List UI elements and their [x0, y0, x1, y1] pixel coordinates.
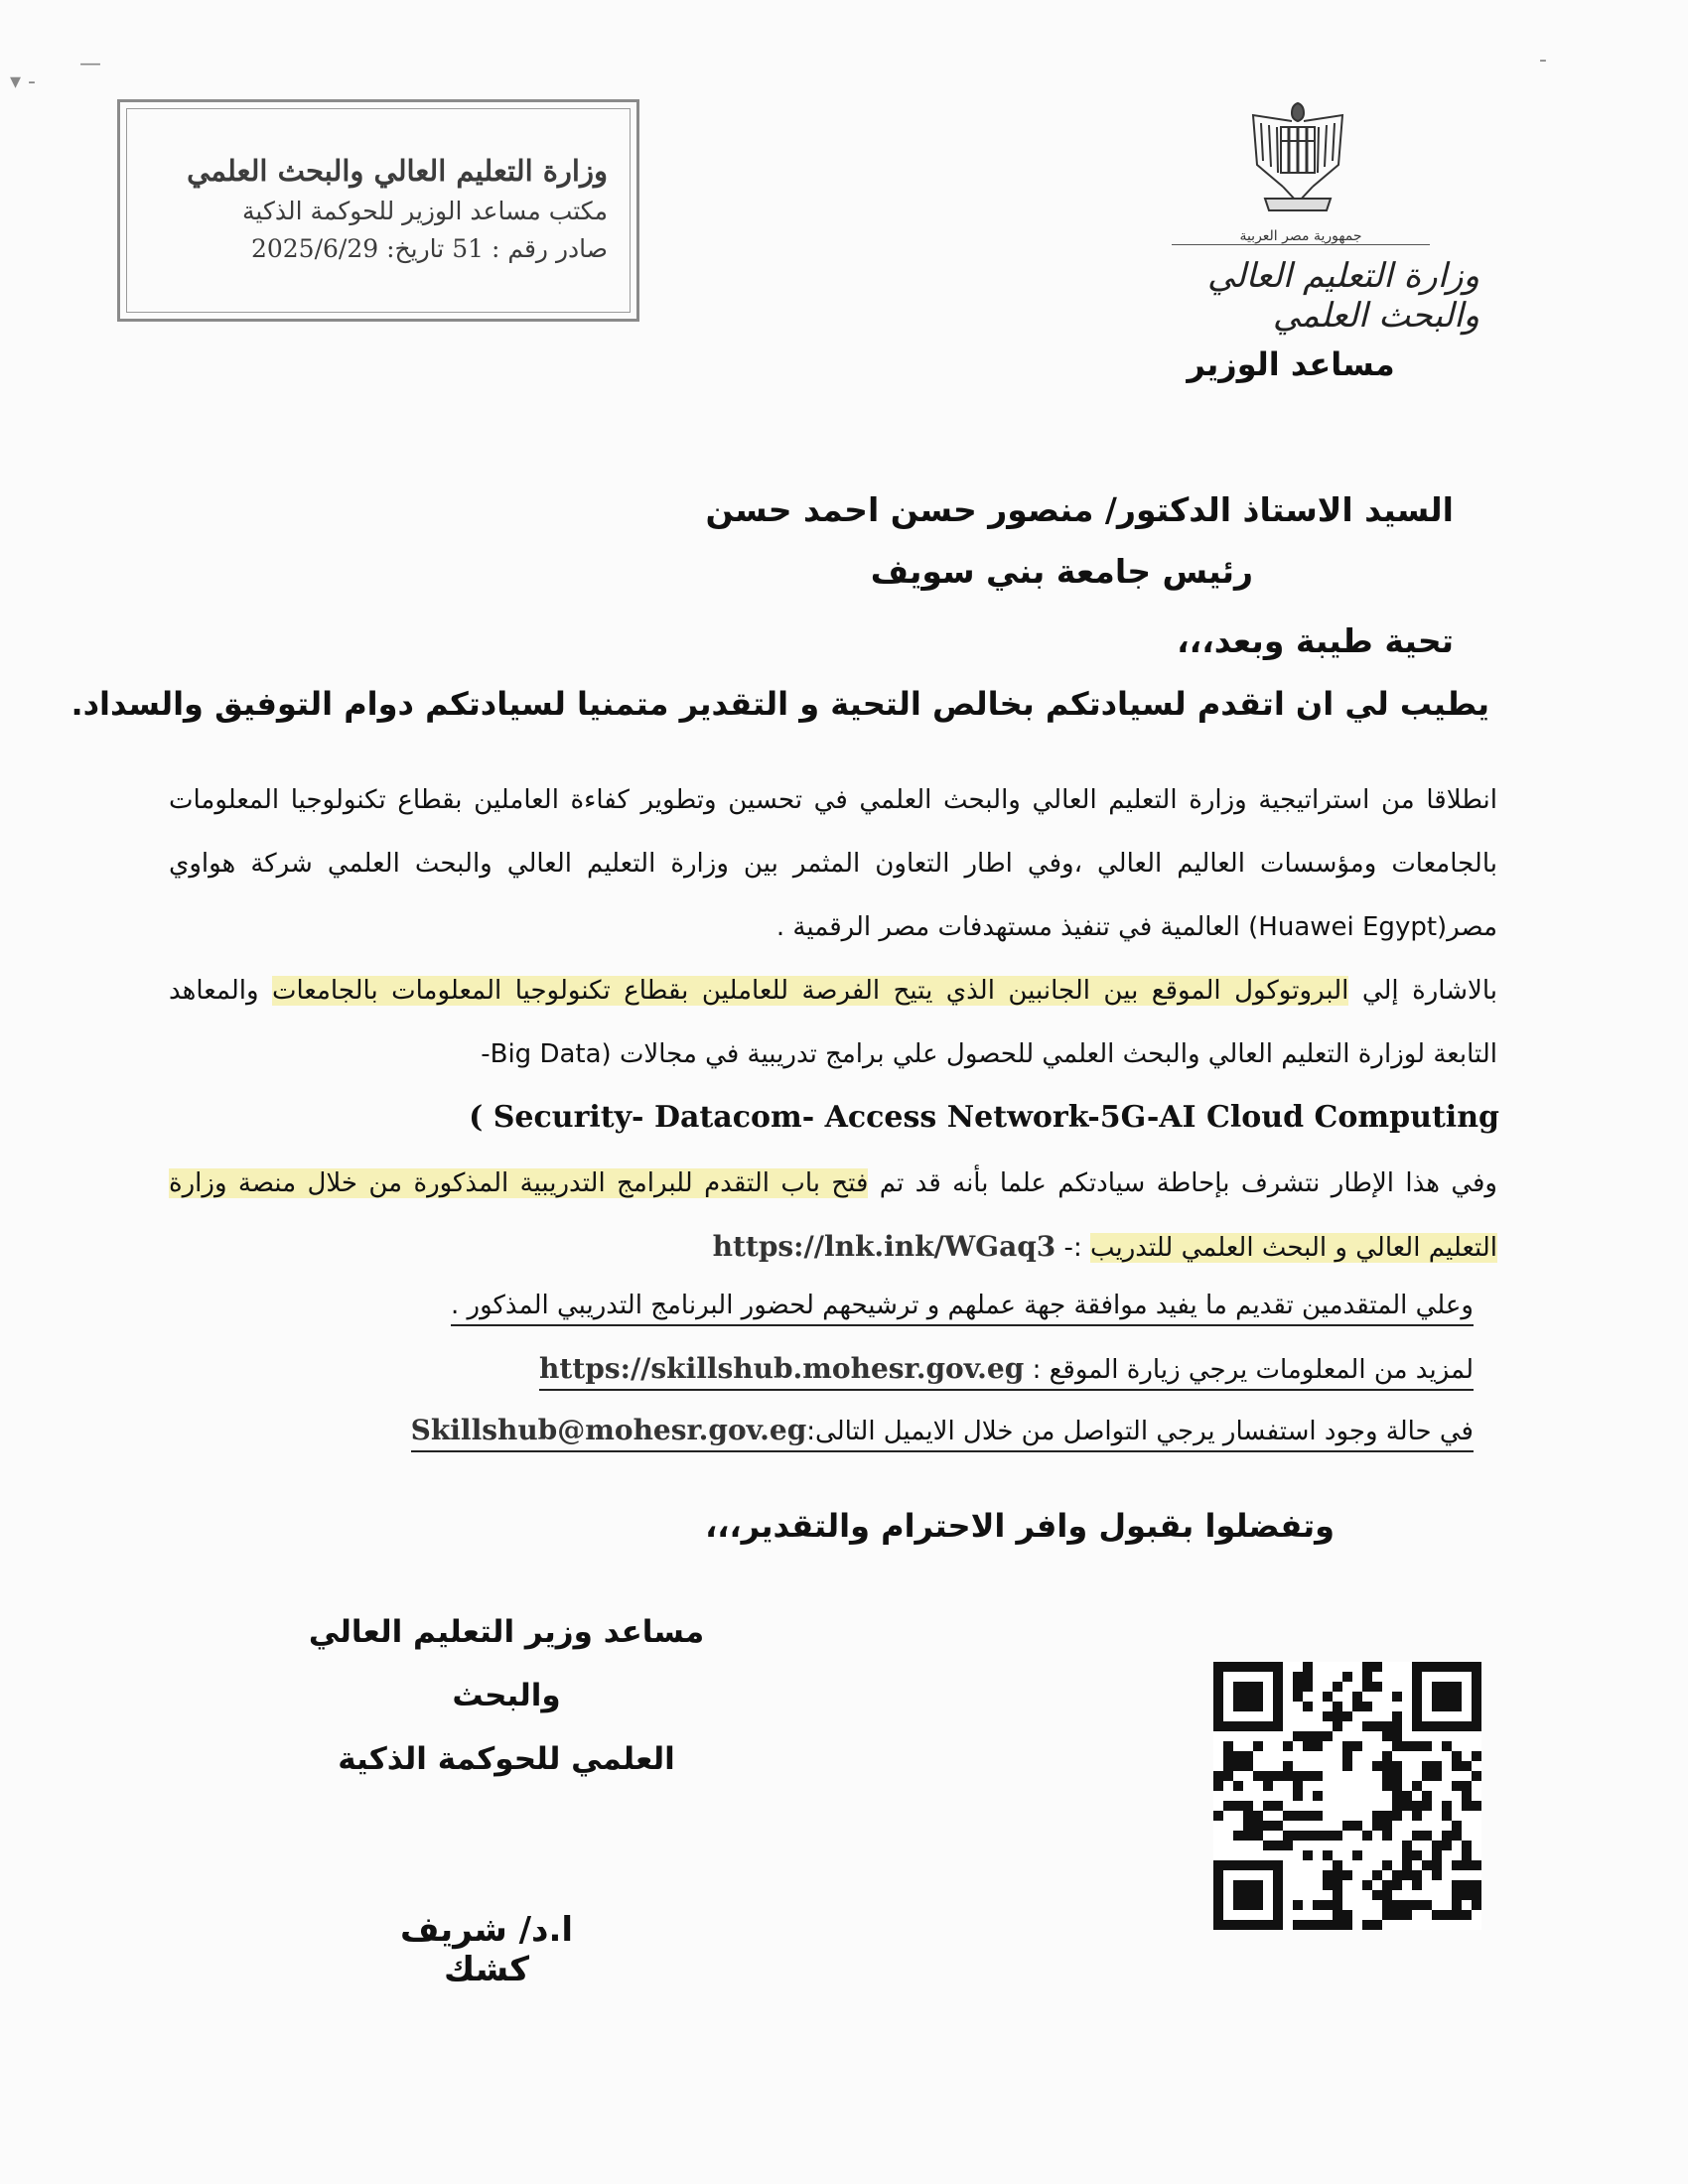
signature-title [258, 1600, 755, 1791]
paragraph-2 [169, 959, 1497, 1086]
republic-caption: جمهورية مصر العربية [1172, 228, 1430, 245]
scan-mark: ▾ - [10, 69, 36, 94]
training-fields-line: ( Security- Datacom- Access Network-5G-AI Cloud Computing [469, 1100, 1499, 1135]
signature-title-line2: العلمي للحوكمة الذكية [338, 1741, 675, 1777]
apply-instruction: وعلي المتقدمين تقديم ما يفيد موافقة جهة عملهم و ترشيحهم لحضور البرنامج التدريبي المذكور . [451, 1291, 1474, 1326]
signature-title-line1: مساعد وزير التعليم العالي والبحث [308, 1614, 705, 1713]
eagle-emblem-icon [1243, 95, 1352, 218]
skillshub-website-link[interactable]: https://skillshub.mohesr.gov.eg [539, 1352, 1025, 1385]
registration-box [117, 99, 639, 322]
training-platform-link[interactable]: https://lnk.ink/WGaq3 [712, 1230, 1056, 1263]
closing-phrase: وتفضلوا بقبول وافر الاحترام والتقدير،،، [705, 1507, 1335, 1545]
registration-ministry: وزارة التعليم العالي والبحث العلمي [187, 154, 608, 188]
scan-mark: - [1539, 48, 1547, 72]
addressee-position: رئيس جامعة بني سويف [870, 552, 1253, 591]
more-info-label: لمزيد من المعلومات يرجي زيارة الموقع : [1032, 1355, 1474, 1385]
paragraph-2-end: والمعاهد التابعة لوزارة التعليم العالي والبحث العلمي للحصول علي برامج تدريبية في مجالات (Big Data- [169, 976, 1497, 1069]
scan-mark: — [79, 52, 101, 76]
ministry-logo-text: وزارة التعليم العالي والبحث العلمي [1206, 256, 1479, 336]
qr-code-icon [1213, 1662, 1481, 1930]
paragraph-2-start: بالاشارة إلي [1348, 976, 1497, 1006]
inquiry-line [411, 1414, 1474, 1452]
paragraph-3-start: وفي هذا الإطار نتشرف بإحاطة سيادتكم علما بأنه قد تم [868, 1168, 1497, 1198]
paragraph-1: انطلاقا من استراتيجية وزارة التعليم العالي والبحث العلمي في تحسين وتطوير كفاءة العاملين بقطاع تكنولوجيا المعلومات بالجامعات ومؤسسات العاليم العالي ،وفي اطار التعاون المثمر بين وزارة التعليم العالي والبحث العلمي شركة هواوي مصر(Huawei Egypt) العالمية في تنفيذ مستهدفات مصر الرقمية . [169, 785, 1497, 942]
registration-office: مكتب مساعد الوزير للحوكمة الذكية [242, 197, 608, 225]
paragraph-2-highlight: البروتوكول الموقع بين الجانبين الذي يتيح الفرصة للعاملين بقطاع تكنولوجيا المعلومات بالجامعات [272, 976, 1349, 1006]
signer-name: ا.د/ شريف كشك [399, 1910, 574, 1989]
intro-sentence: يطيب لي ان اتقدم لسيادتكم بخالص التحية و التقدير متمنيا لسيادتكم دوام التوفيق والسداد. [70, 685, 1489, 723]
paragraph-3-sep: :- [1055, 1233, 1090, 1263]
paragraph-3 [169, 1152, 1497, 1280]
assistant-title: مساعد الوزير [1187, 345, 1395, 383]
registration-issue: صادر رقم : 51 تاريخ: 2025/6/29 [250, 234, 608, 263]
greeting: تحية طيبة وبعد،،، [1177, 621, 1454, 660]
more-info-line [539, 1352, 1474, 1391]
paragraph-3-highlight: فتح باب التقدم للبرامج التدريبية المذكورة من خلال منصة وزارة التعليم العالي و البحث العلمي للتدريب [169, 1168, 1497, 1263]
addressee-name: السيد الاستاذ الدكتور/ منصور حسن احمد حسن [705, 490, 1454, 529]
inquiry-label: في حالة وجود استفسار يرجي التواصل من خلال الايميل التالى: [806, 1417, 1474, 1446]
contact-email-link[interactable]: Skillshub@mohesr.gov.eg [410, 1414, 807, 1446]
